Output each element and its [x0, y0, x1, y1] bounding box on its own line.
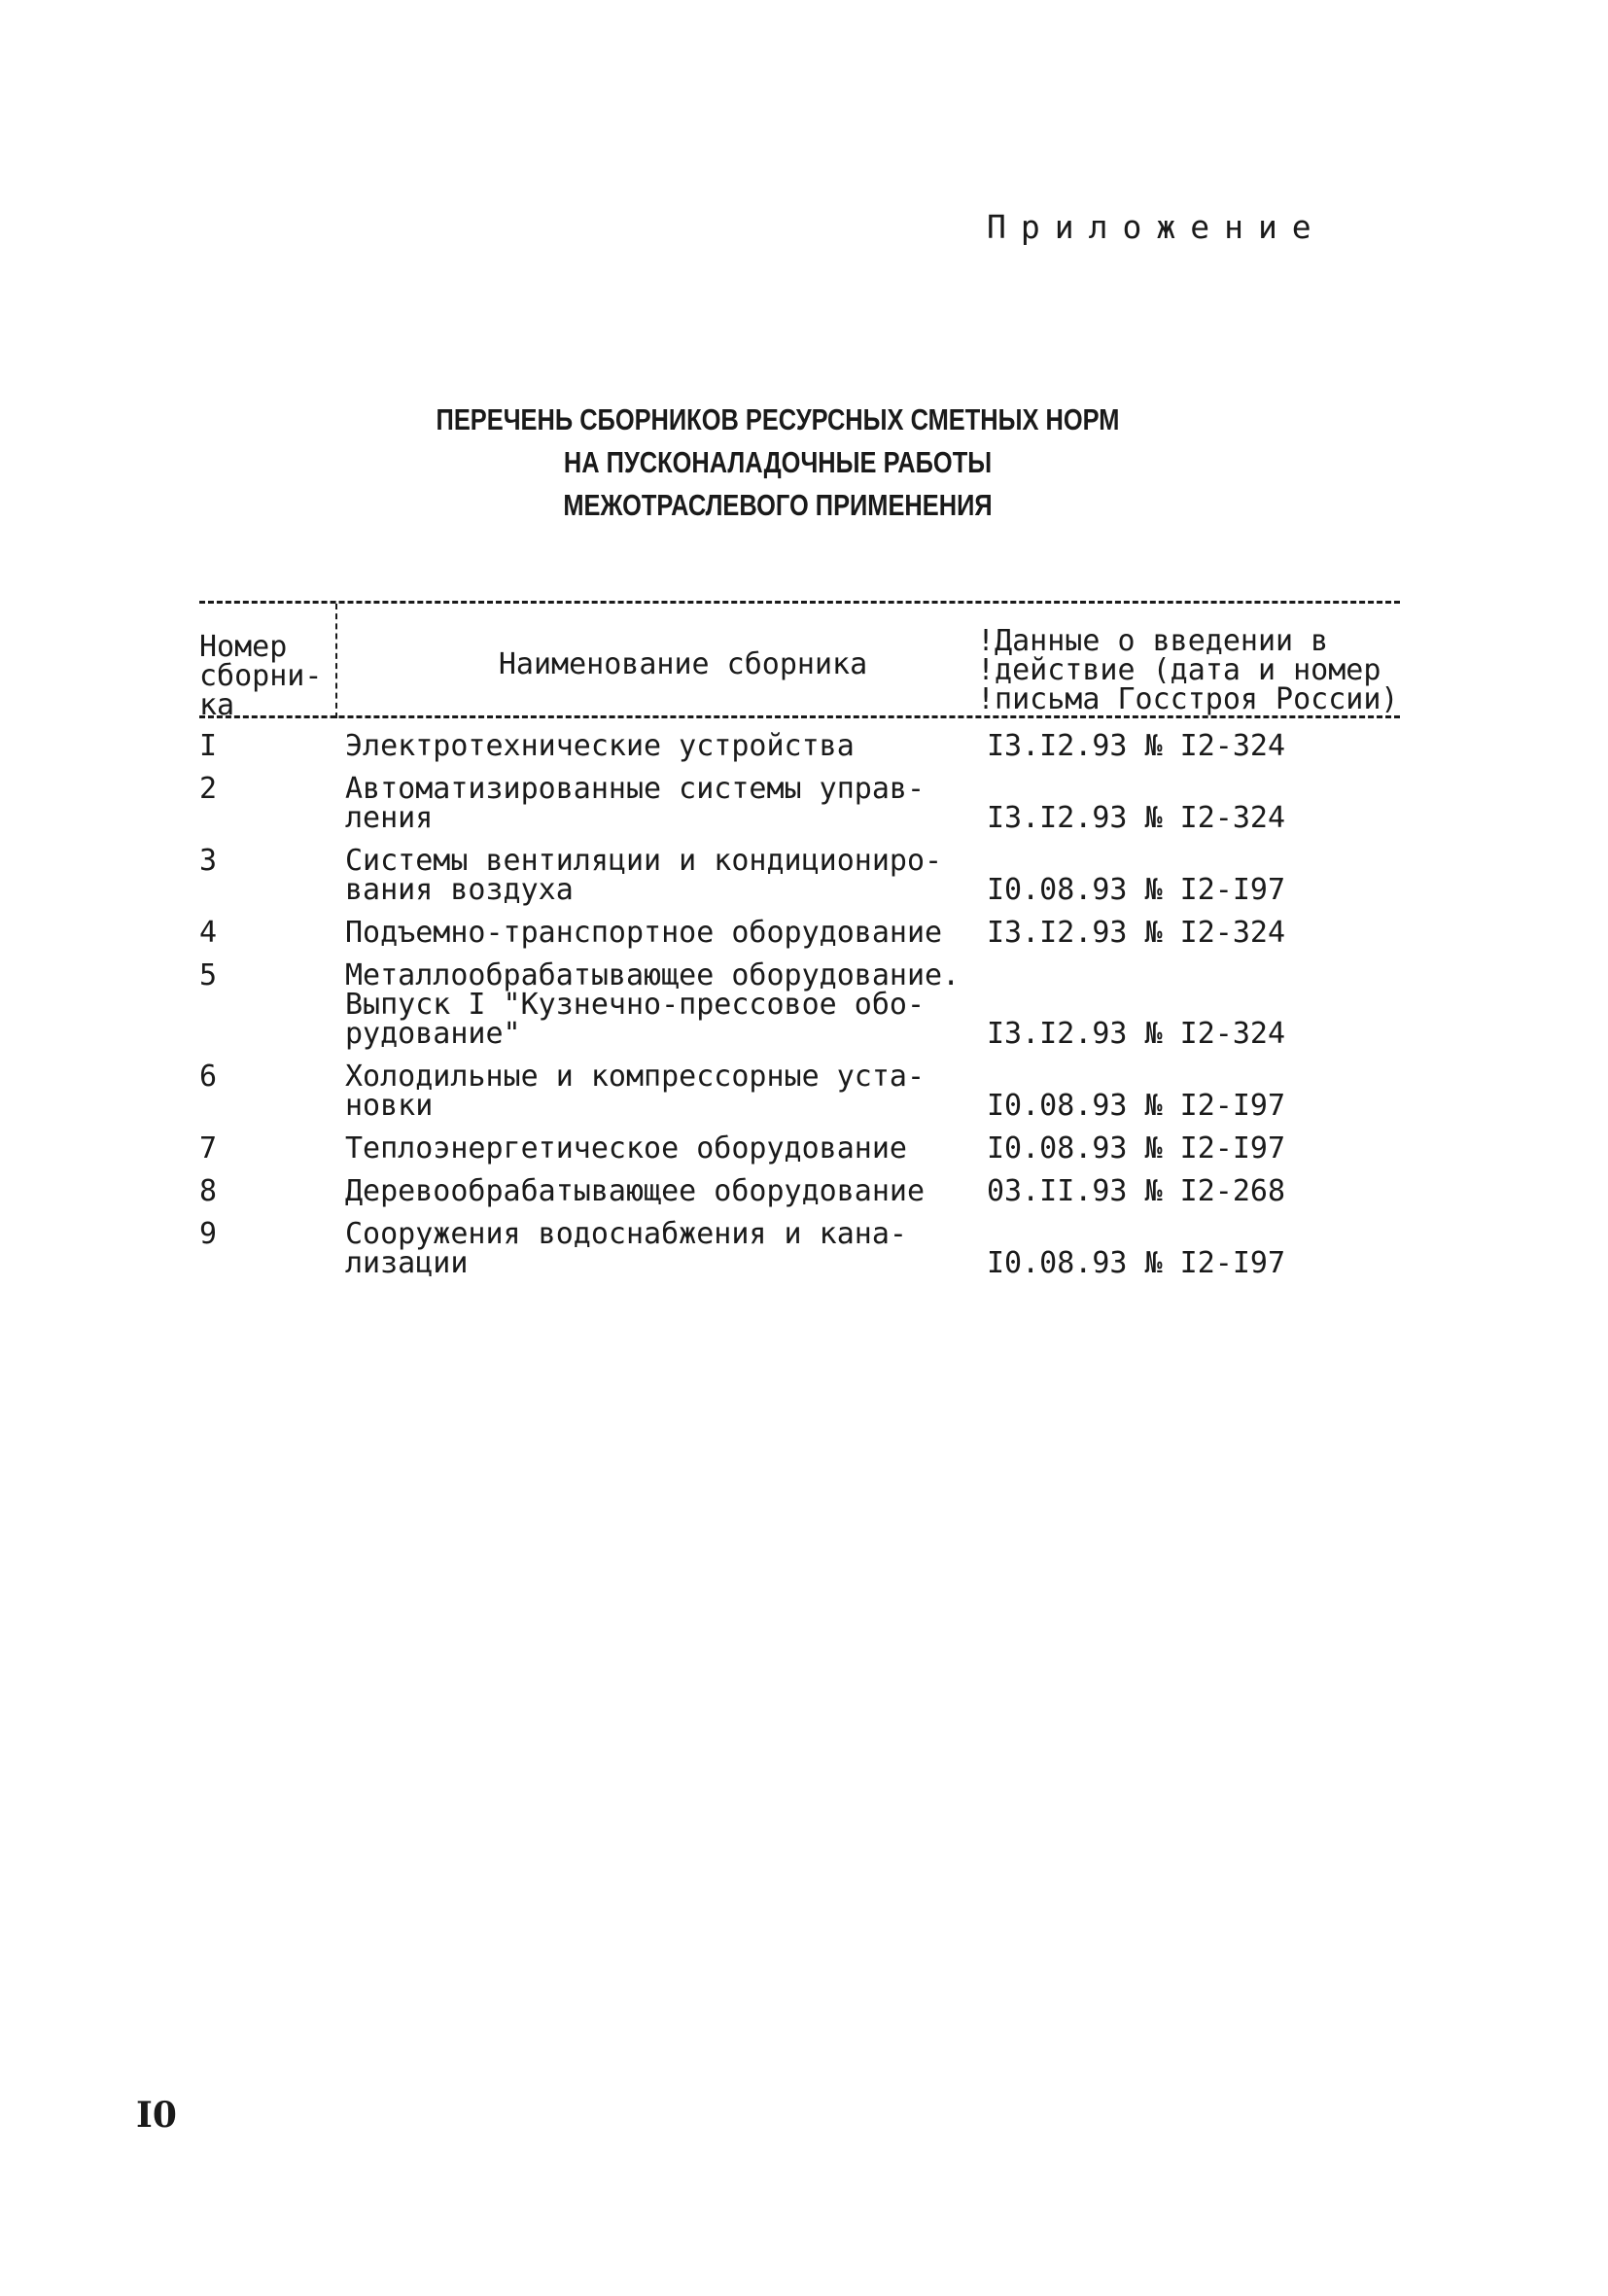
table-header — [199, 604, 1400, 722]
table-row — [199, 844, 1400, 907]
table-row — [199, 958, 1400, 1051]
row-name: Сооружения водоснабжения и кана- лизации — [345, 1217, 907, 1280]
header-bottom-rule — [199, 715, 1400, 718]
row-number: 9 — [199, 1217, 218, 1251]
title-line-1: ПЕРЕЧЕНЬ СБОРНИКОВ РЕСУРСНЫХ СМЕТНЫХ НОРМ — [436, 402, 1120, 436]
document-title — [379, 399, 1176, 527]
row-date: I3.I2.93 № I2-324 — [987, 729, 1286, 763]
table-body — [199, 729, 1400, 1280]
appendix-label: Приложение — [987, 208, 1326, 246]
row-date: I0.08.93 № I2-I97 — [987, 1246, 1286, 1280]
table-row — [199, 772, 1400, 835]
row-number: I — [199, 729, 218, 763]
header-data — [977, 624, 1405, 716]
row-name: Металлообрабатывающее оборудование. Выпуск I "Кузнечно-прессовое обо- рудование" — [345, 958, 961, 1051]
table-row — [199, 1131, 1400, 1165]
row-number: 2 — [199, 772, 218, 806]
page-number: I0 — [136, 2095, 177, 2136]
header-data-line-2: !действие (дата и номер — [977, 653, 1381, 687]
header-number: Номер сборни- ка — [199, 630, 323, 722]
table-row — [199, 1174, 1400, 1208]
table-row — [199, 729, 1400, 763]
header-data-line-3: !письма Госстроя России) — [977, 682, 1399, 716]
row-number: 7 — [199, 1131, 218, 1165]
row-name: Теплоэнергетическое оборудование — [345, 1131, 907, 1165]
title-line-2: НА ПУСКОНАЛАДОЧНЫЕ РАБОТЫ — [563, 445, 993, 479]
row-date: I0.08.93 № I2-I97 — [987, 873, 1286, 907]
row-number: 4 — [199, 916, 218, 950]
header-data-line-1: !Данные о введении в — [977, 624, 1329, 658]
table-row — [199, 1062, 1400, 1121]
row-date: I0.08.93 № I2-I97 — [987, 1089, 1286, 1123]
row-name: Системы вентиляции и кондициониро- вания воздуха — [345, 844, 943, 907]
row-number: 3 — [199, 844, 218, 878]
row-date: I3.I2.93 № I2-324 — [987, 916, 1286, 950]
table-row — [199, 1217, 1400, 1280]
row-name: Деревообрабатывающее оборудование — [345, 1174, 926, 1208]
row-name: Электротехнические устройства — [345, 729, 855, 763]
title-line-3: МЕЖОТРАСЛЕВОГО ПРИМЕНЕНИЯ — [563, 488, 993, 522]
row-date: 03.II.93 № I2-268 — [987, 1174, 1286, 1208]
row-date: I3.I2.93 № I2-324 — [987, 801, 1286, 835]
row-name: Подъемно-транспортное оборудование — [345, 916, 943, 950]
row-date: I0.08.93 № I2-I97 — [987, 1131, 1286, 1165]
row-number: 8 — [199, 1174, 218, 1208]
row-date: I3.I2.93 № I2-324 — [987, 1017, 1286, 1051]
table-row — [199, 916, 1400, 950]
header-name: Наименование сборника — [498, 647, 868, 681]
row-name: Холодильные и компрессорные уста- новки — [345, 1060, 926, 1123]
row-number: 5 — [199, 958, 218, 992]
row-name: Автоматизированные системы управ- ления — [345, 772, 926, 835]
row-number: 6 — [199, 1060, 218, 1094]
collections-table — [199, 601, 1400, 1278]
